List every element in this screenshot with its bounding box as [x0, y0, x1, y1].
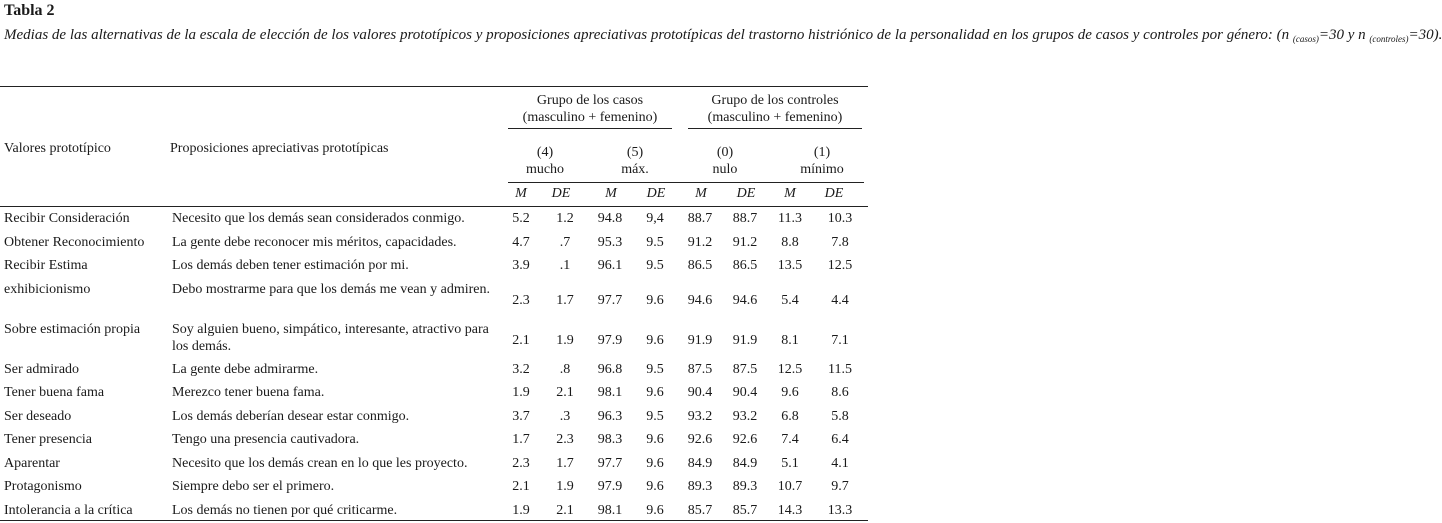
- col-header-valores: Valores prototípico: [4, 141, 111, 156]
- mean-value-cell: 98.3: [597, 432, 623, 447]
- m-header: M: [515, 186, 527, 201]
- sd-value-cell: 4.4: [831, 292, 849, 308]
- bottom-rule: [0, 520, 868, 521]
- casos-underline: [508, 128, 672, 129]
- sd-value-cell: 6.4: [831, 432, 849, 447]
- sd-value-cell: 9.6: [646, 292, 664, 308]
- group-controles-header: [682, 92, 868, 126]
- sd-value-cell: 9.6: [646, 502, 664, 518]
- sd-value-cell: .1: [559, 258, 571, 273]
- controles-underline: [688, 128, 862, 129]
- mean-value-cell: 97.9: [597, 332, 623, 348]
- table-caption: [4, 26, 1442, 45]
- mean-value-cell: 96.8: [597, 361, 623, 377]
- valor-cell: Recibir Consideración: [4, 211, 130, 226]
- mean-value-cell: 88.7: [687, 211, 713, 226]
- proposicion-cell: Soy alguien bueno, simpático, interesante, atractivo para los demás.: [172, 321, 489, 354]
- sub-header-num: (1): [813, 145, 831, 160]
- table-row: [0, 381, 868, 405]
- de-header: DE: [736, 186, 756, 201]
- mean-value-cell: 14.3: [777, 502, 803, 518]
- table-row: [0, 452, 868, 476]
- mean-value-cell: 4.7: [512, 234, 530, 250]
- sd-value-cell: 85.7: [732, 502, 758, 518]
- table-row: [0, 278, 868, 318]
- proposicion-cell: Tengo una presencia cautivadora.: [172, 432, 360, 447]
- valor-cell: Intolerancia a la crítica: [4, 502, 133, 518]
- mean-value-cell: 7.4: [781, 432, 799, 447]
- table-row: [0, 405, 868, 429]
- mean-value-cell: 5.2: [512, 211, 530, 226]
- valor-cell: Recibir Estima: [4, 258, 88, 273]
- sd-value-cell: 2.1: [556, 502, 574, 518]
- group-controles-line1: Grupo de los controles: [711, 93, 839, 108]
- de-header: DE: [551, 186, 571, 201]
- mean-value-cell: 84.9: [687, 455, 713, 471]
- sub-header-max: [600, 144, 670, 178]
- mean-value-cell: 97.9: [597, 479, 623, 494]
- mean-value-cell: 93.2: [687, 408, 713, 424]
- caption-sub-casos: (casos): [1292, 34, 1319, 44]
- subheader-underline: [508, 182, 864, 183]
- proposicion-cell: Siempre debo ser el primero.: [172, 479, 335, 494]
- sd-value-cell: 1.2: [556, 211, 574, 226]
- proposicion-cell: Necesito que los demás crean en lo que les proyecto.: [172, 455, 468, 471]
- de-header: DE: [824, 186, 844, 201]
- sub-header-label: mínimo: [800, 162, 844, 177]
- sub-header-num: (0): [716, 145, 734, 160]
- sd-value-cell: 7.8: [831, 234, 849, 250]
- mean-value-cell: 85.7: [687, 502, 713, 518]
- valor-cell: Tener buena fama: [4, 385, 105, 400]
- table-row: [0, 428, 868, 452]
- sub-header-mucho: [510, 144, 580, 178]
- sd-value-cell: 9.5: [646, 408, 664, 424]
- proposicion-cell: Los demás deberían desear estar conmigo.: [172, 408, 410, 424]
- sd-value-cell: 7.1: [831, 332, 849, 348]
- group-casos-header: [500, 92, 680, 126]
- valor-cell: Tener presencia: [4, 432, 93, 447]
- mean-value-cell: 87.5: [687, 361, 713, 377]
- sd-value-cell: 9.6: [646, 479, 664, 494]
- top-rule: [0, 86, 868, 87]
- mean-value-cell: 98.1: [597, 502, 623, 518]
- valor-cell: Sobre estimación propia: [4, 321, 141, 337]
- sd-value-cell: 9.6: [646, 332, 664, 348]
- de-header: DE: [646, 186, 666, 201]
- sub-header-num: (4): [536, 145, 554, 160]
- proposicion-cell: La gente debe admirarme.: [172, 361, 319, 377]
- data-table-body: [0, 207, 868, 522]
- sd-value-cell: 92.6: [732, 432, 758, 447]
- table-row: [0, 358, 868, 382]
- mean-value-cell: 90.4: [687, 385, 713, 400]
- m-header: M: [784, 186, 796, 201]
- mean-value-cell: 8.1: [781, 332, 799, 348]
- sd-value-cell: 91.2: [732, 234, 758, 250]
- sd-value-cell: 94.6: [732, 292, 758, 308]
- valor-cell: Ser deseado: [4, 408, 72, 424]
- sd-value-cell: 87.5: [732, 361, 758, 377]
- sd-value-cell: 9.6: [646, 385, 664, 400]
- sd-value-cell: 89.3: [732, 479, 758, 494]
- sd-value-cell: .7: [559, 234, 571, 250]
- data-table: [0, 207, 868, 522]
- sd-value-cell: 9.5: [646, 361, 664, 377]
- valor-cell: Ser admirado: [4, 361, 80, 377]
- sd-value-cell: 10.3: [827, 211, 853, 226]
- mean-value-cell: 1.7: [512, 432, 530, 447]
- proposicion-cell: Debo mostrarme para que los demás me vean y admiren.: [172, 281, 491, 297]
- sd-value-cell: 9.7: [831, 479, 849, 494]
- sd-value-cell: 1.7: [556, 292, 574, 308]
- sub-header-label: mucho: [525, 162, 565, 177]
- table-row: [0, 475, 868, 499]
- mean-value-cell: 86.5: [687, 258, 713, 273]
- sd-value-cell: 90.4: [732, 385, 758, 400]
- mean-value-cell: 97.7: [597, 455, 623, 471]
- mean-value-cell: 2.3: [512, 455, 530, 471]
- mean-value-cell: 9.6: [781, 385, 799, 400]
- sd-value-cell: .3: [559, 408, 571, 424]
- sd-value-cell: 5.8: [831, 408, 849, 424]
- sd-value-cell: 9.6: [646, 432, 664, 447]
- sd-value-cell: 9.5: [646, 258, 664, 273]
- proposicion-cell: Necesito que los demás sean considerados conmigo.: [172, 211, 465, 226]
- sd-value-cell: 88.7: [732, 211, 758, 226]
- valor-cell: Protagonismo: [4, 479, 82, 494]
- sd-value-cell: 1.9: [556, 479, 574, 494]
- table-row: [0, 318, 868, 358]
- mean-value-cell: 91.2: [687, 234, 713, 250]
- sd-value-cell: 8.6: [831, 385, 849, 400]
- mean-value-cell: 5.1: [781, 455, 799, 471]
- group-controles-line2: (masculino + femenino): [707, 110, 843, 125]
- sd-value-cell: 9.5: [646, 234, 664, 250]
- caption-main: Medias de las alternativas de la escala de elección de los valores prototípicos y proposiciones apreciativas prototípicas del trastorno histriónico de la personalidad en los grupos de casos y controles por género: (n: [4, 27, 1293, 43]
- mean-value-cell: 98.1: [597, 385, 623, 400]
- group-casos-line1: Grupo de los casos: [536, 93, 644, 108]
- table-row: [0, 207, 868, 231]
- mean-value-cell: 11.3: [778, 211, 802, 226]
- sd-value-cell: 4.1: [831, 455, 849, 471]
- mean-value-cell: 3.2: [512, 361, 530, 377]
- sd-value-cell: .8: [559, 361, 571, 377]
- mean-value-cell: 1.9: [512, 502, 530, 518]
- mean-value-cell: 2.1: [512, 332, 530, 348]
- table-row: [0, 499, 868, 523]
- table-row: [0, 231, 868, 255]
- proposicion-cell: La gente debe reconocer mis méritos, capacidades.: [172, 234, 457, 250]
- sd-value-cell: 1.7: [556, 455, 574, 471]
- sd-value-cell: 9,4: [646, 211, 664, 226]
- table-row: [0, 254, 868, 278]
- mean-value-cell: 2.3: [512, 292, 530, 308]
- mean-value-cell: 95.3: [597, 234, 623, 250]
- mean-value-cell: 91.9: [687, 332, 713, 348]
- mean-value-cell: 89.3: [687, 479, 713, 494]
- sub-header-minimo: [782, 144, 862, 178]
- proposicion-cell: Los demás deben tener estimación por mi.: [172, 258, 409, 273]
- sd-value-cell: 91.9: [732, 332, 758, 348]
- mean-value-cell: 5.4: [781, 292, 799, 308]
- sub-header-label: máx.: [621, 162, 649, 177]
- sub-header-num: (5): [626, 145, 644, 160]
- sd-value-cell: 1.9: [556, 332, 574, 348]
- mean-value-cell: 6.8: [781, 408, 799, 424]
- sub-header-label: nulo: [712, 162, 738, 177]
- sd-value-cell: 13.3: [827, 502, 853, 518]
- sub-header-nulo: [690, 144, 760, 178]
- mean-value-cell: 2.1: [512, 479, 530, 494]
- mean-value-cell: 8.8: [781, 234, 799, 250]
- m-header: M: [695, 186, 707, 201]
- mean-value-cell: 92.6: [687, 432, 713, 447]
- sd-value-cell: 9.6: [646, 455, 664, 471]
- col-header-proposiciones: Proposiciones apreciativas prototípicas: [170, 141, 389, 156]
- sd-value-cell: 86.5: [732, 258, 758, 273]
- sd-value-cell: 12.5: [827, 258, 853, 273]
- sd-value-cell: 2.1: [556, 385, 574, 400]
- mean-value-cell: 94.8: [597, 211, 623, 226]
- sd-value-cell: 2.3: [556, 432, 574, 447]
- valor-cell: Aparentar: [4, 455, 60, 471]
- mean-value-cell: 1.9: [512, 385, 530, 400]
- sd-value-cell: 11.5: [828, 361, 852, 377]
- mean-value-cell: 12.5: [777, 361, 803, 377]
- mean-value-cell: 13.5: [777, 258, 803, 273]
- table-title: Tabla 2: [4, 2, 55, 19]
- m-header: M: [605, 186, 617, 201]
- mean-value-cell: 94.6: [687, 292, 713, 308]
- group-casos-line2: (masculino + femenino): [522, 110, 658, 125]
- valor-cell: exhibicionismo: [4, 281, 91, 297]
- mean-value-cell: 3.9: [512, 258, 530, 273]
- proposicion-cell: Los demás no tienen por qué criticarme.: [172, 502, 398, 518]
- sd-value-cell: 84.9: [732, 455, 758, 471]
- mean-value-cell: 10.7: [777, 479, 803, 494]
- proposicion-cell: Merezco tener buena fama.: [172, 385, 325, 400]
- valor-cell: Obtener Reconocimiento: [4, 234, 145, 250]
- mean-value-cell: 96.1: [597, 258, 623, 273]
- caption-mid: =30 y n: [1318, 27, 1370, 43]
- sd-value-cell: 93.2: [732, 408, 758, 424]
- mean-value-cell: 3.7: [512, 408, 530, 424]
- mean-value-cell: 97.7: [597, 292, 623, 308]
- mean-value-cell: 96.3: [597, 408, 623, 424]
- caption-sub-controles: (controles): [1369, 34, 1409, 44]
- caption-end: =30).: [1408, 27, 1442, 43]
